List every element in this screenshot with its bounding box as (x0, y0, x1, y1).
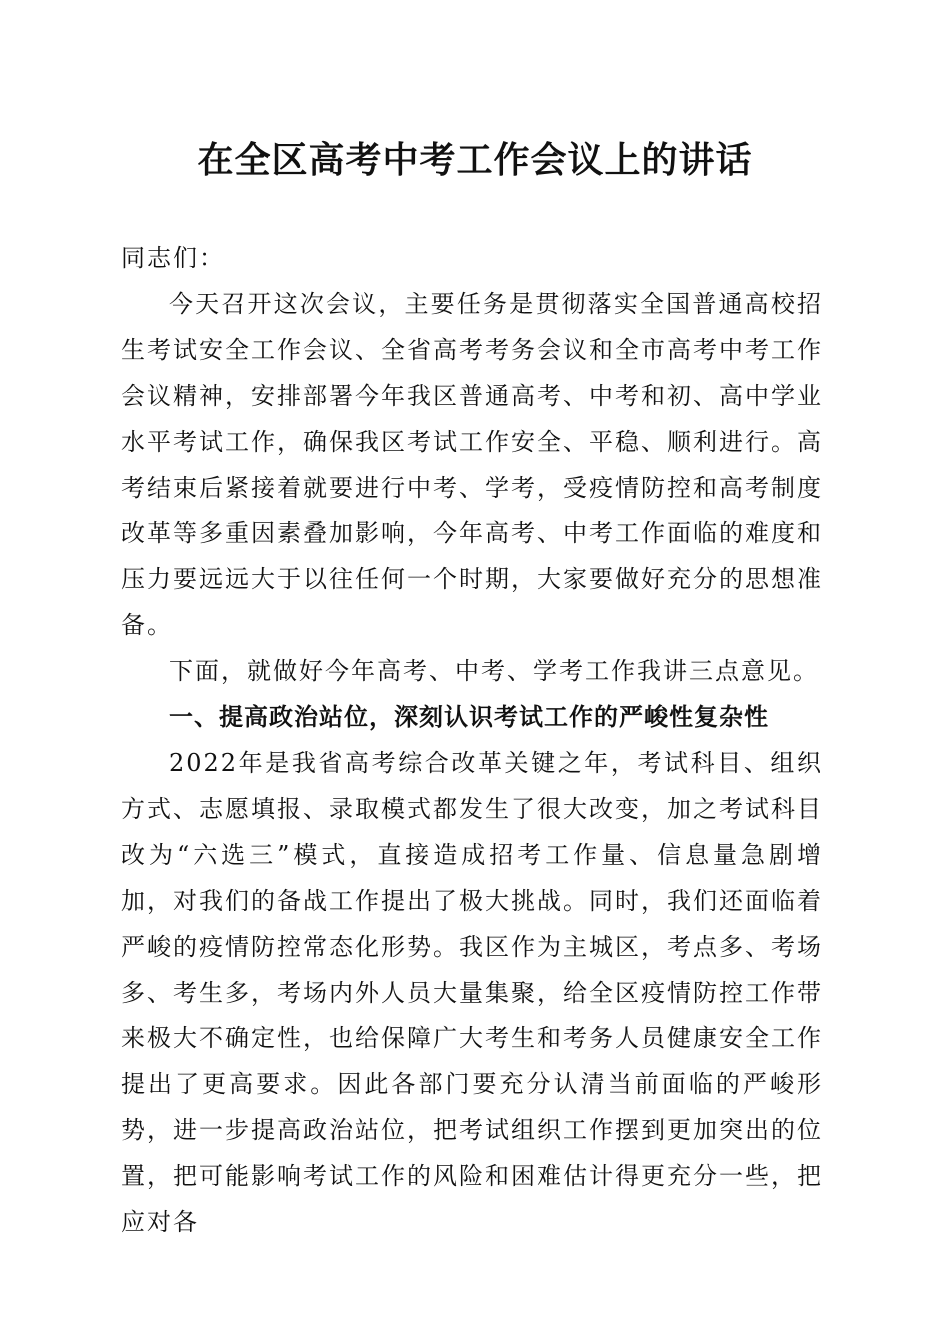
paragraph-opening: 今天召开这次会议，主要任务是贯彻落实全国普通高校招生考试安全工作会议、全省高考考务会议和全市高考中考工作会议精神，安排部署今年我区普通高考、中考和初、高中学业水平考试工作，确保我区考试工作安全、平稳、顺利进行。高考结束后紧接着就要进行中考、学考，受疫情防控和高考制度改革等多重因素叠加影响，今年高考、中考工作面临的难度和压力要远远大于以往任何一个时期，大家要做好充分的思想准备。 (121, 289, 823, 640)
salutation: 同志们： (121, 244, 225, 272)
section-heading: 一、提高政治站位，深刻认识考试工作的严峻性复杂性 (169, 703, 769, 732)
paragraph-outline: 下面，就做好今年高考、中考、学考工作我讲三点意见。 (169, 657, 819, 686)
document-body (121, 236, 823, 1246)
paragraph-section-one: 2022年是我省高考综合改革关键之年，考试科目、组织方式、志愿填报、录取模式都发生了很大改变，加之考试科目改为“六选三”模式，直接造成招考工作量、信息量急剧增加，对我们的备战工作提出了极大挑战。同时，我们还面临着严峻的疫情防控常态化形势。我区作为主城区，考点多、考场多、考生多，考场内外人员大量集聚，给全区疫情防控工作带来极大不确定性，也给保障广大考生和考务人员健康安全工作提出了更高要求。因此各部门要充分认清当前面临的严峻形势，进一步提高政治站位，把考试组织工作摆到更加突出的位置，把可能影响考试工作的风险和困难估计得更充分一些，把应对各 (121, 748, 823, 1237)
document-title: 在全区高考中考工作会议上的讲话 (197, 139, 753, 181)
